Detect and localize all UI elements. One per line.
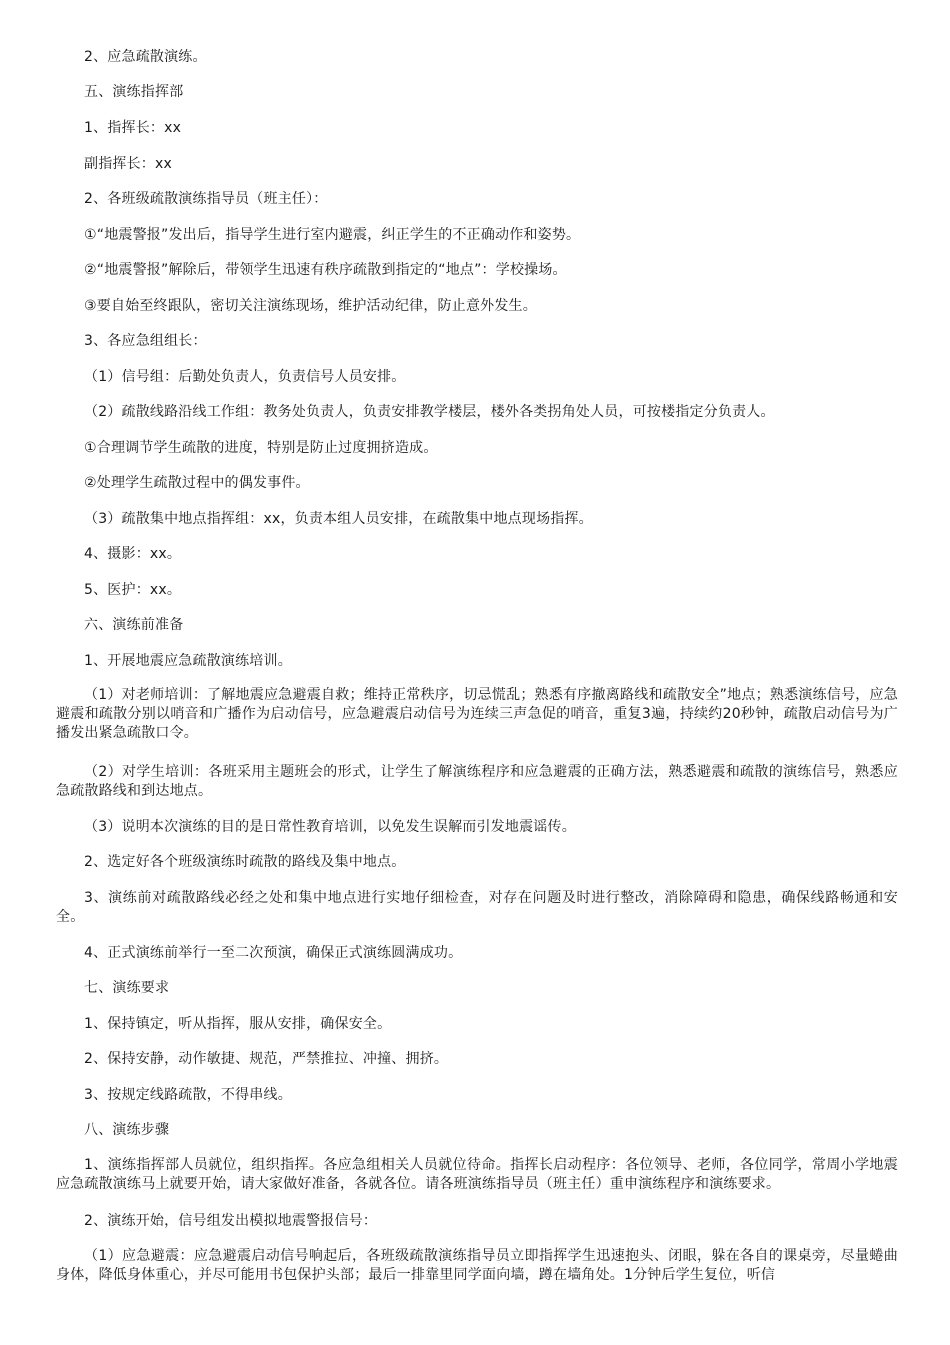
text-line: ①“地震警报”发出后，指导学生进行室内避震，纠正学生的不正确动作和姿势。 [84, 227, 581, 243]
text-line: 3、各应急组组长： [84, 333, 207, 349]
paragraph-route: 2、选定好各个班级演练时疏散的路线及集中地点。 [84, 854, 406, 870]
text-line: 4、摄影：xx。 [84, 546, 182, 562]
text-line: 2、应急疏散演练。 [84, 49, 207, 65]
paragraph-student-training: （2）对学生培训：各班采用主题班会的形式，让学生了解演练程序和应急避震的正确方法，熟悉避震和疏散的演练信号，熟悉应急疏散路线和到达地点。 [56, 764, 898, 799]
section-heading: 七、演练要求 [84, 980, 170, 996]
section-heading: 六、演练前准备 [84, 617, 184, 633]
paragraph-purpose: （3）说明本次演练的目的是日常性教育培训，以免发生误解而引发地震谣传。 [84, 819, 576, 835]
text-line: ②“地震警报”解除后，带领学生迅速有秩序疏散到指定的“地点”：学校操场。 [84, 262, 567, 278]
text-line: （2）疏散线路沿线工作组：教务处负责人，负责安排教学楼层，楼外各类拐角处人员，可按楼指定分负责人。 [84, 404, 775, 420]
text-line: ②处理学生疏散过程中的偶发事件。 [84, 475, 310, 491]
paragraph-rehearsal: 4、正式演练前举行一至二次预演，确保正式演练圆满成功。 [84, 945, 463, 961]
text-line: 2、保持安静，动作敏捷、规范，严禁推拉、冲撞、拥挤。 [84, 1051, 449, 1067]
text-line: ①合理调节学生疏散的进度，特别是防止过度拥挤造成。 [84, 440, 438, 456]
paragraph-step-1: 1、演练指挥部人员就位，组织指挥。各应急组相关人员就位待命。指挥长启动程序：各位领导、老师，各位同学，常周小学地震应急疏散演练马上就要开始，请大家做好准备，各就各位。请各班演练指导员（班主任）重申演练程序和演练要求。 [56, 1157, 898, 1192]
section-heading: 五、演练指挥部 [84, 84, 184, 100]
paragraph-inspection: 3、演练前对疏散路线必经之处和集中地点进行实地仔细检查，对存在问题及时进行整改，消除障碍和隐患，确保线路畅通和安全。 [56, 890, 898, 925]
text-line: ③要自始至终跟队，密切关注演练现场，维护活动纪律，防止意外发生。 [84, 298, 537, 314]
text-line: （3）疏散集中地点指挥组：xx，负责本组人员安排，在疏散集中地点现场指挥。 [84, 511, 593, 527]
section-heading: 八、演练步骤 [84, 1122, 170, 1138]
paragraph-step-2-1: （1）应急避震：应急避震启动信号响起后，各班级疏散演练指导员立即指挥学生迅速抱头、闭眼，躲在各自的课桌旁，尽量蜷曲身体，降低身体重心，并尽可能用书包保护头部；最后一排靠里同学面向墙，蹲在墙角处。1分钟后学生复位，听信 [56, 1248, 898, 1283]
text-line: 2、各班级疏散演练指导员（班主任）： [84, 191, 328, 207]
text-line: 副指挥长：xx [84, 156, 172, 172]
text-line: 1、保持镇定，听从指挥，服从安排，确保安全。 [84, 1016, 392, 1032]
text-line: （1）信号组：后勤处负责人，负责信号人员安排。 [84, 369, 406, 385]
paragraph-teacher-training: （1）对老师培训：了解地震应急避震自救；维持正常秩序，切忌慌乱；熟悉有序撤离路线和疏散安全”地点；熟悉演练信号，应急避震和疏散分别以哨音和广播作为启动信号，应急避震启动信号为连续三声急促的哨音，重复3遍，持续约20秒钟，疏散启动信号为广播发出紧急疏散口令。 [56, 687, 898, 741]
text-line: 1、指挥长：xx [84, 120, 182, 136]
text-line: 1、开展地震应急疏散演练培训。 [84, 653, 292, 669]
text-line: 5、医护：xx。 [84, 582, 182, 598]
paragraph-step-2: 2、演练开始，信号组发出模拟地震警报信号： [84, 1213, 378, 1229]
text-line: 3、按规定线路疏散，不得串线。 [84, 1087, 292, 1103]
